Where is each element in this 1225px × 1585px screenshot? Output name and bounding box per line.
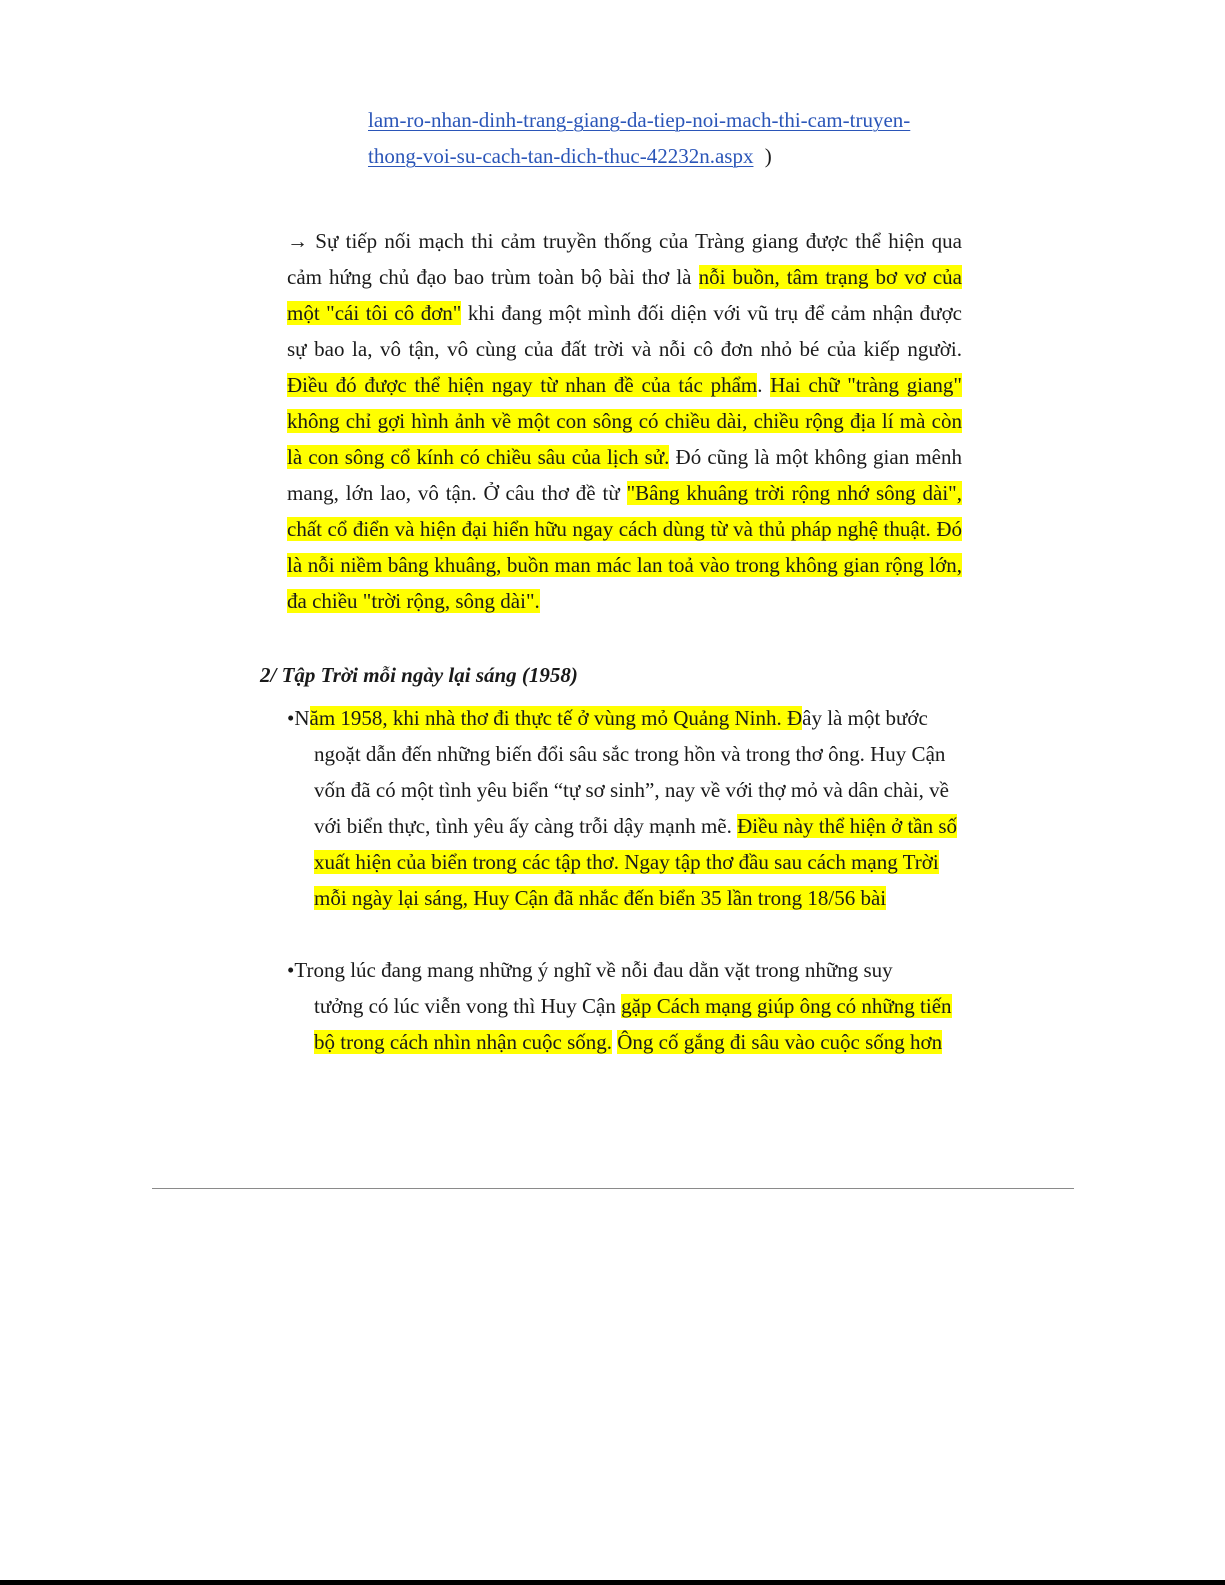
highlight: một "cái tôi cô đơn" bbox=[287, 301, 462, 325]
paragraph-line-1: → Sự tiếp nối mạch thi cảm truyền thống của Tràng giang được thể hiện qua bbox=[287, 229, 962, 253]
highlight: không chỉ gợi hình ảnh về một con sông có chiều dài, chiều rộng địa lí mà còn bbox=[287, 409, 962, 433]
paragraph-line-11 bbox=[287, 586, 962, 616]
highlight: "Bâng khuâng trời rộng nhớ sông dài", bbox=[626, 481, 962, 505]
highlight: là con sông cổ kính có chiều sâu của lịch sử. bbox=[287, 445, 670, 469]
reference-link[interactable]: lam-ro-nhan-dinh-trang-giang-da-tiep-noi-mach-thi-cam-truyen- bbox=[368, 108, 911, 132]
bullet-2-line-1: •Trong lúc đang mang những ý nghĩ về nỗi đau dằn vặt trong những suy bbox=[287, 958, 893, 982]
highlight: chất cổ điển và hiện đại hiển hữu ngay cách dùng từ và thủ pháp nghệ thuật. Đó bbox=[287, 517, 962, 541]
paragraph-line-9 bbox=[287, 514, 962, 544]
paragraph-line-8: mang, lớn lao, vô tận. Ở câu thơ đề từ "Bâng khuâng trời rộng nhớ sông dài", bbox=[287, 481, 962, 505]
bullet-marker: • bbox=[287, 958, 295, 982]
bullet-1-line-1: •Năm 1958, khi nhà thơ đi thực tế ở vùng mỏ Quảng Ninh. Đây là một bước bbox=[287, 706, 928, 730]
section-heading: 2/ Tập Trời mỗi ngày lại sáng (1958) bbox=[260, 663, 578, 687]
highlight: ăm 1958, khi nhà thơ đi thực tế ở vùng mỏ Quảng Ninh. Đ bbox=[309, 706, 803, 730]
reference-link-line-2[interactable] bbox=[368, 141, 772, 171]
bullet-1-line-2: ngoặt dẫn đến những biến đổi sâu sắc trong hồn và trong thơ ông. Huy Cận bbox=[314, 742, 946, 766]
bullet-2-line-3 bbox=[314, 1027, 942, 1057]
highlight: gặp Cách mạng giúp ông có những tiến bbox=[621, 994, 952, 1018]
link-close-paren: ) bbox=[764, 144, 772, 168]
paragraph-line-7: là con sông cổ kính có chiều sâu của lịch sử. Đó cũng là một không gian mênh bbox=[287, 445, 963, 469]
reference-link-continued[interactable]: thong-voi-su-cach-tan-dich-thuc-42232n.aspx bbox=[368, 144, 754, 168]
highlight: Điều đó được thể hiện ngay từ nhan đề của tác phẩm bbox=[287, 373, 758, 397]
highlight: Ông cố gắng đi sâu vào cuộc sống hơn bbox=[617, 1030, 943, 1054]
highlight: bộ trong cách nhìn nhận cuộc sống. bbox=[314, 1030, 613, 1054]
paragraph-line-2: cảm hứng chủ đạo bao trùm toàn bộ bài thơ là nỗi buồn, tâm trạng bơ vơ của bbox=[287, 265, 963, 289]
paragraph-line-4: sự bao la, vô tận, vô cùng của đất trời và nỗi cô đơn nhỏ bé của kiếp người. bbox=[287, 337, 962, 361]
highlight: nỗi buồn, tâm trạng bơ vơ của bbox=[698, 265, 963, 289]
paragraph-line-6 bbox=[287, 406, 962, 436]
bullet-marker: • bbox=[287, 706, 295, 730]
highlight: là nỗi niềm bâng khuâng, buồn man mác lan toả vào trong không gian rộng lớn, bbox=[287, 553, 962, 577]
bullet-1-line-4: với biển thực, tình yêu ấy càng trỗi dậy mạnh mẽ. Điều này thể hiện ở tần số bbox=[314, 814, 958, 838]
bottom-border bbox=[0, 1580, 1225, 1585]
paragraph-line-3: một "cái tôi cô đơn" khi đang một mình đối diện với vũ trụ để cảm nhận được bbox=[287, 301, 962, 325]
paragraph-line-10 bbox=[287, 550, 962, 580]
highlight: xuất hiện của biển trong các tập thơ. Ngay tập thơ đầu sau cách mạng Trời bbox=[314, 850, 939, 874]
highlight: mỗi ngày lại sáng, Huy Cận đã nhắc đến biển 35 lần trong 18/56 bài bbox=[314, 886, 887, 910]
reference-link-line-1[interactable] bbox=[368, 105, 910, 135]
bullet-1-line-6 bbox=[314, 883, 886, 913]
highlight: Điều này thể hiện ở tần số bbox=[737, 814, 958, 838]
paragraph-line-5: Điều đó được thể hiện ngay từ nhan đề của tác phẩm. Hai chữ "tràng giang" bbox=[287, 373, 962, 397]
page-divider bbox=[152, 1188, 1074, 1189]
highlight: đa chiều "trời rộng, sông dài". bbox=[287, 589, 540, 613]
bullet-1-line-3: vốn đã có một tình yêu biển “tự sơ sinh”, nay về với thợ mỏ và dân chài, về bbox=[314, 778, 949, 802]
highlight: Hai chữ "tràng giang" bbox=[770, 373, 962, 397]
bullet-2-line-2: tưởng có lúc viễn vong thì Huy Cận gặp Cách mạng giúp ông có những tiến bbox=[314, 994, 952, 1018]
bullet-1-line-5 bbox=[314, 847, 939, 877]
